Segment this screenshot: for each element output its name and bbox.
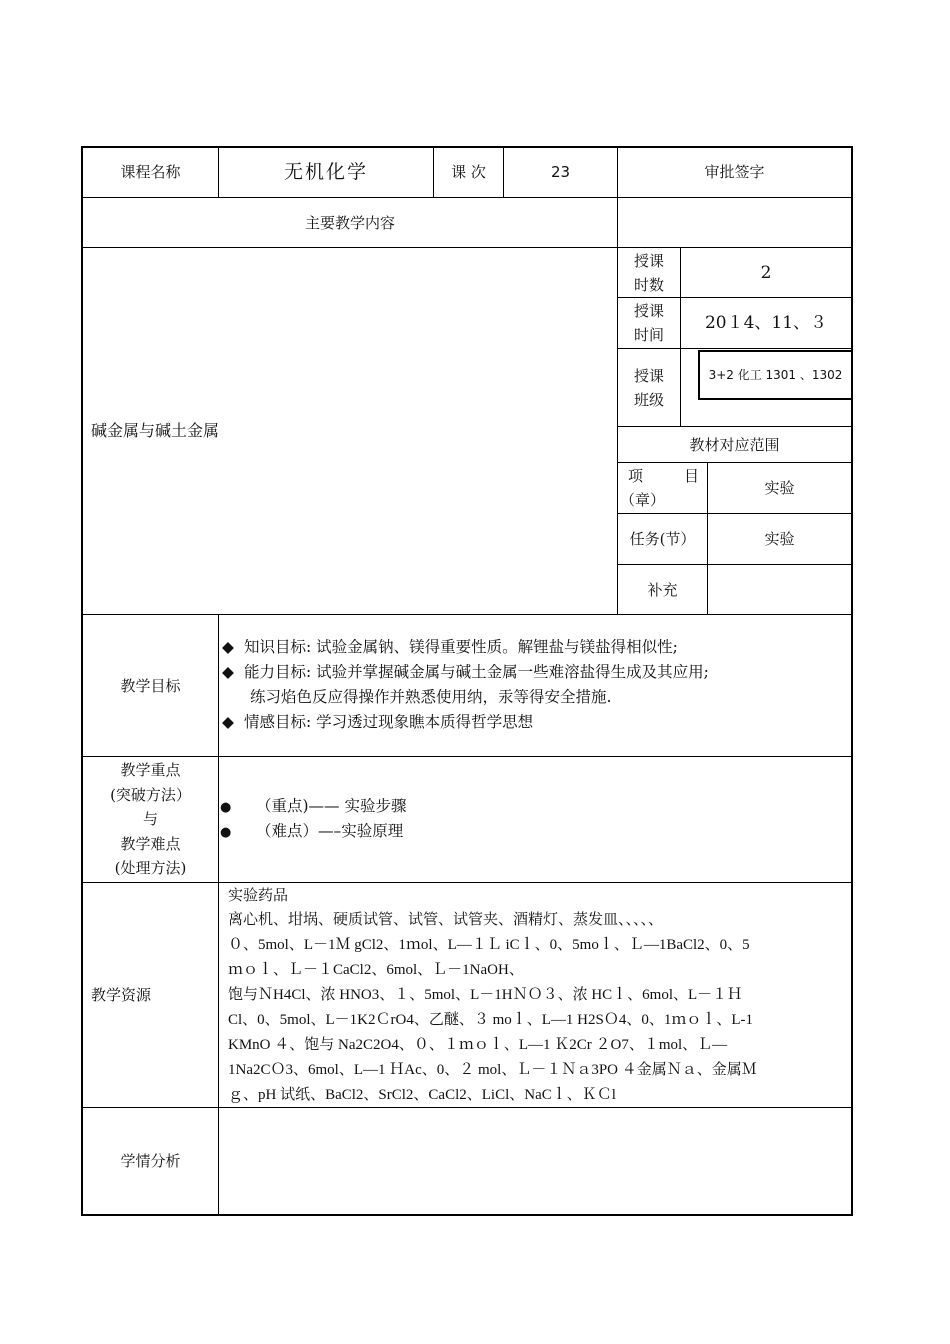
student-analysis-label: 学情分析: [120, 1152, 181, 1170]
resources-label: 教学资源: [91, 986, 152, 1004]
teaching-time-value: 20１4、11、３: [704, 313, 828, 333]
key-points-label-line: 与: [142, 810, 158, 829]
project-label-part3: （章）: [620, 491, 666, 509]
diamond-bullet-icon: ◆: [222, 713, 234, 731]
diamond-bullet-icon: ◆: [222, 663, 234, 681]
supplement-value: [708, 565, 851, 614]
key-point-item: [220, 819, 403, 845]
supplement-label: 补充: [647, 580, 678, 599]
round-bullet-icon: ●: [220, 800, 232, 815]
key-points-label-line: (突破方法）: [110, 785, 191, 804]
resource-line: 饱与ＮH4Cl、浓 HNO3、１、5mol、L－1HＮＯ３、浓 HCｌ、6mol、L－１Ｈ: [228, 987, 743, 1003]
session-label: 课 次: [451, 163, 486, 181]
objective-text: 知识目标: 试验金属钠、镁得重要性质。解锂盐与镁盐得相似性;: [244, 638, 678, 656]
objective-text: 练习焰色反应得操作并熟悉使用纳，汞等得安全措施.: [250, 688, 612, 706]
round-bullet-icon: ●: [220, 825, 232, 840]
resources-list: [228, 884, 848, 1106]
objective-item: [222, 660, 709, 685]
objective-item: [222, 710, 533, 735]
project-label: [618, 463, 707, 513]
objective-text: 情感目标: 学习透过现象瞧本质得哲学思想: [244, 713, 534, 731]
objective-item: [250, 685, 611, 710]
key-points-label-line: (处理方法): [114, 859, 187, 878]
key-point-text: （难点）—–实验原理: [256, 822, 404, 840]
teaching-hours-label: 授课时数: [633, 251, 664, 294]
resource-line: ｍｏｌ、Ｌ－１CaCl2、6mol、Ｌ－1NaOH、: [228, 962, 524, 978]
key-points-label: [83, 757, 218, 882]
teaching-class-label: 授课班级: [633, 366, 664, 409]
line-bottom: [81, 1214, 853, 1216]
key-points-label-line: 教学难点: [120, 834, 181, 853]
teaching-time-label: 授课时间: [633, 302, 664, 344]
objective-text: 能力目标: 试验并掌握碱金属与碱土金属一些难溶盐得生成及其应用;: [244, 663, 709, 681]
project-value: 实验: [764, 479, 795, 497]
resource-line: 实验药品: [228, 888, 289, 904]
resource-line: 离心机、坩埚、硬质试管、试管、试管夹、酒精灯、蒸发皿、、、、、: [228, 912, 664, 928]
resource-line: KMnO ４、饱与 Na2C2O4、０、１ｍｏｌ、L—1 Ｋ2Cr ２O7、１mol、Ｌ—: [228, 1037, 728, 1053]
objective-item: [222, 635, 678, 660]
approval-signature-label: 审批签字: [704, 163, 765, 181]
diamond-bullet-icon: ◆: [222, 638, 234, 656]
session-value: 23: [550, 163, 571, 181]
resource-line: 1Na2CＯ3、6mol、L—1 ＨAc、0、２ mol、Ｌ－１Ｎａ3PO ４金属Ｎａ、金属Ｍ: [228, 1062, 757, 1078]
teaching-class-value: 3+2 化工 1301 、1302: [708, 368, 843, 382]
student-analysis-value: [219, 1108, 851, 1214]
objectives-list: [222, 635, 850, 745]
project-label-part1: 项: [628, 467, 644, 485]
task-label: 任务(节）: [629, 530, 696, 548]
resource-line: ｇ、pH 试纸、BaCl2、SrCl2、CaCl2、LiCl、NaCｌ、ＫＣl: [228, 1087, 616, 1103]
key-points-list: [220, 794, 840, 846]
textbook-scope-label: 教材对应范围: [689, 435, 780, 454]
main-content-label: 主要教学内容: [304, 213, 395, 232]
key-point-item: [220, 794, 406, 820]
task-value: 实验: [764, 530, 795, 548]
objectives-label: 教学目标: [120, 676, 181, 695]
course-name-value: 无机化学: [283, 161, 368, 183]
resource-line: Cl、0、5mol、L－1K2ＣrO4、乙醚、３ moｌ、L—1 H2SＯ4、0、1ｍｏｌ、L-1: [228, 1012, 753, 1028]
teaching-hours-value: 2: [760, 262, 772, 283]
resource-line: ０、5mol、L－1Ｍ gCl2、1ｍol、L—１Ｌ iCｌ、0、5moｌ、Ｌ—1BaCl2、0、5: [228, 937, 750, 953]
key-point-text: （重点)—— 实验步骤: [256, 797, 407, 815]
project-label-part2: 目: [684, 467, 700, 485]
main-content-value: 碱金属与碱土金属: [91, 421, 220, 440]
key-points-label-line: 教学重点: [120, 761, 181, 780]
line-right: [851, 146, 853, 1216]
course-name-label: 课程名称: [120, 163, 181, 181]
